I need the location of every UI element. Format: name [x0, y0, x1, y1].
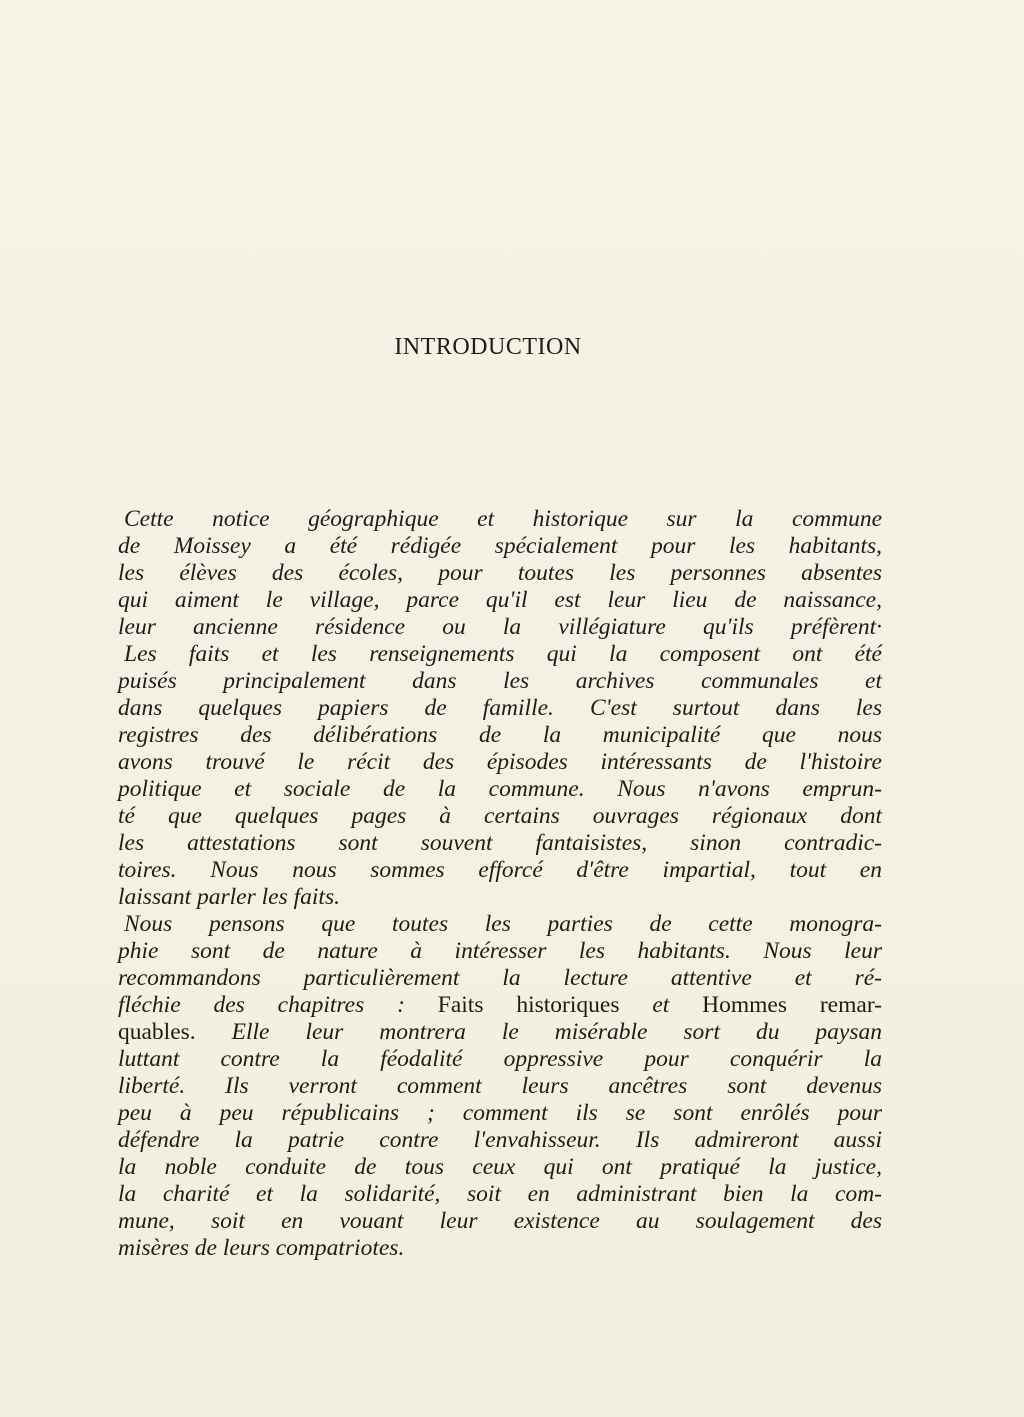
text-line: la charité et la solidarité, soit en administrant bien la com- [118, 1181, 882, 1207]
text-fragment: fléchie des chapitres : [118, 992, 405, 1018]
text-line: dans quelques papiers de famille. C'est surtout dans les [118, 695, 882, 721]
text-line: puisés principalement dans les archives communales et [118, 668, 882, 694]
text-line: misères de leurs compatriotes. [118, 1235, 405, 1261]
text-line: de Moissey a été rédigée spécialement pour les habitants, [118, 533, 882, 559]
text-line: les attestations sont souvent fantaisistes, sinon contradic- [118, 830, 882, 856]
text-line: toires. Nous nous sommes efforcé d'être impartial, tout en [118, 857, 882, 883]
text-line: peu à peu républicains ; comment ils se sont enrôlés pour [118, 1100, 882, 1126]
introduction-text [118, 506, 882, 1262]
text-line: luttant contre la féodalité oppressive pour conquérir la [118, 1046, 882, 1072]
text-line: mune, soit en vouant leur existence au soulagement des [118, 1208, 882, 1234]
text-fragment: Elle leur montrera le misérable sort du paysan [231, 1019, 882, 1045]
text-line: la noble conduite de tous ceux qui ont pratiqué la justice, [118, 1154, 882, 1180]
text-fragment: et [652, 992, 670, 1018]
text-line: recommandons particulièrement la lecture attentive et ré- [118, 965, 882, 991]
text-line: laissant parler les faits. [118, 884, 340, 910]
chapter-reference: Hommes remar- [702, 992, 883, 1018]
chapter-reference: quables. [118, 1019, 196, 1045]
text-line [118, 1019, 882, 1046]
text-line: Les faits et les renseignements qui la composent ont été [124, 641, 882, 667]
text-line: avons trouvé le récit des épisodes intéressants de l'histoire [118, 749, 882, 775]
text-line: leur ancienne résidence ou la villégiature qu'ils préfèrent· [118, 614, 882, 640]
text-line: Nous pensons que toutes les parties de cette monogra- [124, 911, 882, 937]
text-line: liberté. Ils verront comment leurs ancêtres sont devenus [118, 1073, 882, 1099]
chapter-reference: Faits historiques [437, 992, 620, 1018]
text-line: défendre la patrie contre l'envahisseur. Ils admireront aussi [118, 1127, 882, 1153]
text-line: politique et sociale de la commune. Nous n'avons emprun- [118, 776, 882, 802]
text-line: les élèves des écoles, pour toutes les personnes absentes [118, 560, 882, 586]
text-line: phie sont de nature à intéresser les habitants. Nous leur [118, 938, 882, 964]
text-line: Cette notice géographique et historique sur la commune [124, 506, 882, 532]
text-line: registres des délibérations de la municipalité que nous [118, 722, 882, 748]
text-line: qui aiment le village, parce qu'il est leur lieu de naissance, [118, 587, 882, 613]
text-line [118, 992, 882, 1019]
page-title: INTRODUCTION [394, 334, 582, 360]
text-line: té que quelques pages à certains ouvrages régionaux dont [118, 803, 882, 829]
